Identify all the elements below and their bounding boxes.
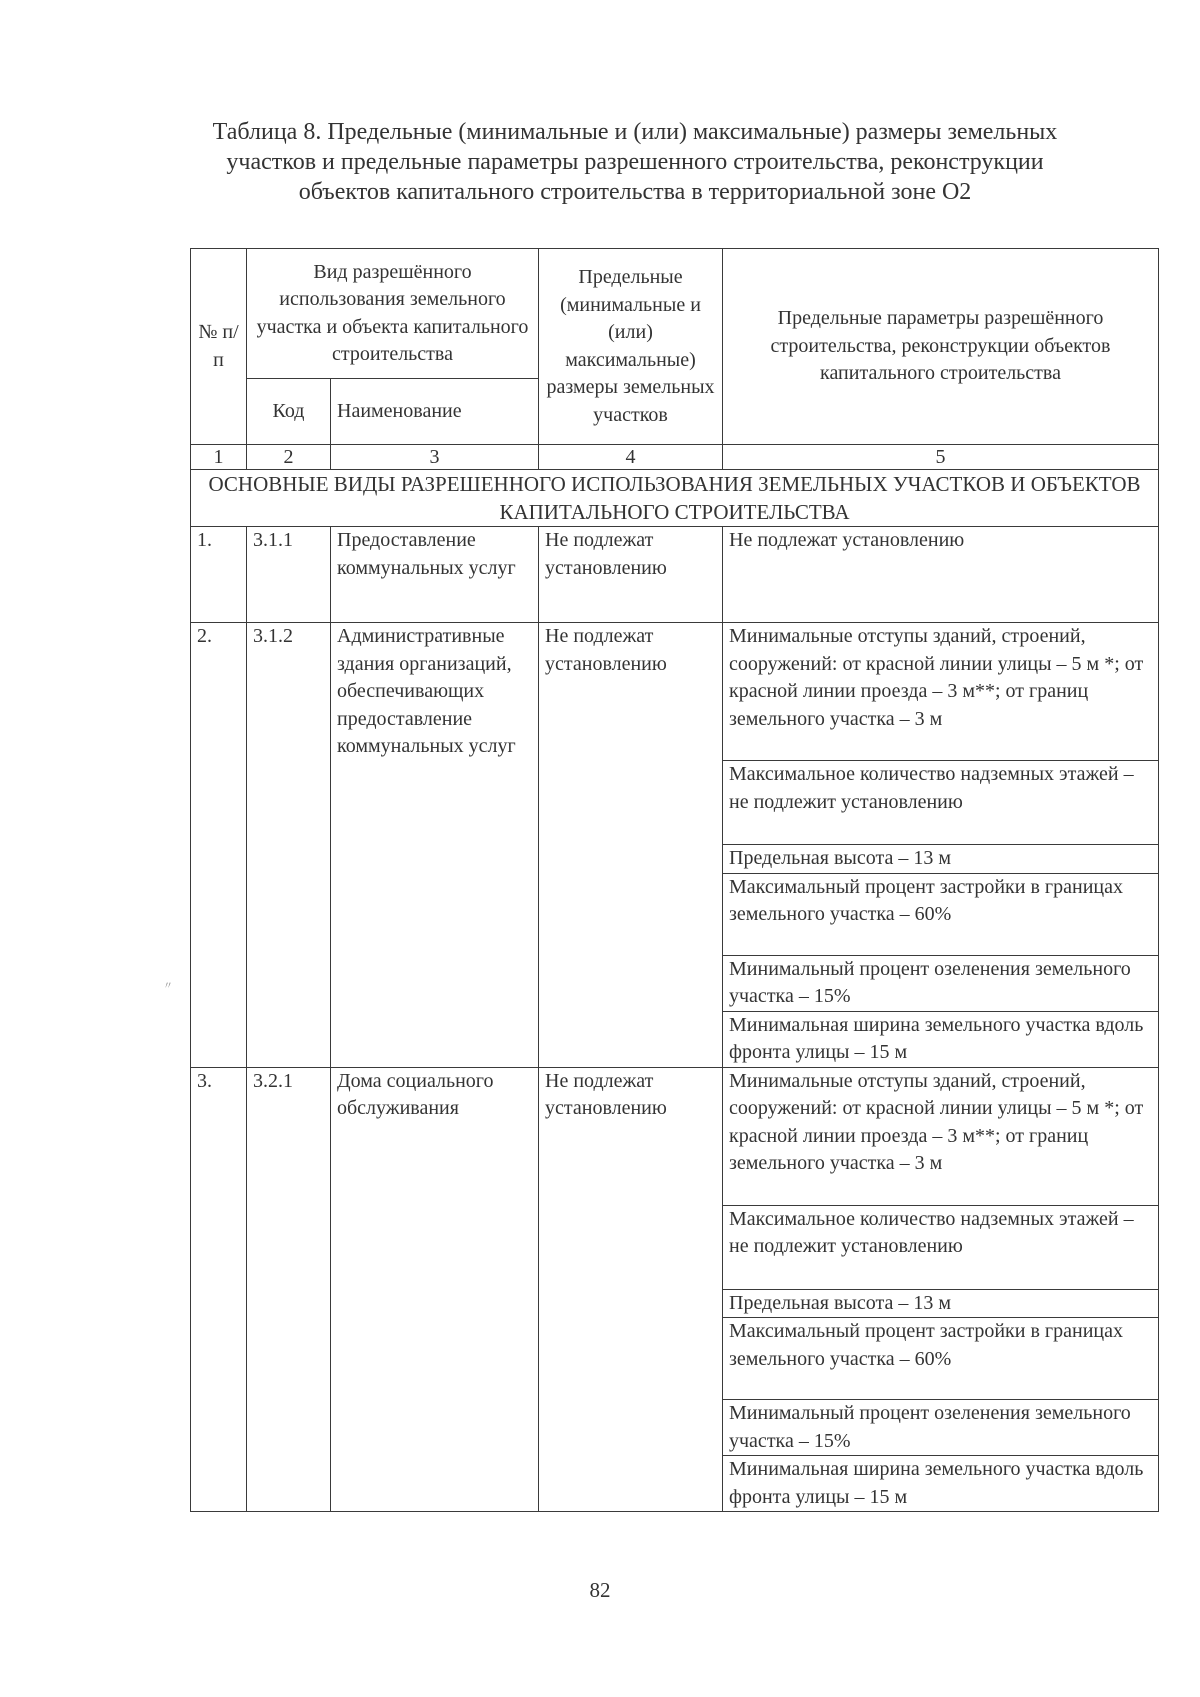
header-name: Наименование [331, 379, 539, 445]
header-params: Предельные параметры разрешённого строительства, реконструкции объектов капитального строительства [723, 249, 1159, 445]
table-row [191, 527, 1159, 623]
row-code: 3.1.2 [247, 623, 331, 1068]
header-row [191, 249, 1159, 379]
row-number: 1. [191, 527, 247, 623]
section-row [191, 470, 1159, 527]
regulations-table [190, 248, 1159, 1512]
row-sizes: Не подлежат установлению [539, 623, 723, 1068]
row-name: Дома социального обслуживания [331, 1067, 539, 1512]
row-param: Минимальный процент озеленения земельного участка – 15% [723, 955, 1159, 1011]
header-num: № п/п [191, 249, 247, 445]
row-param: Не подлежат установлению [723, 527, 1159, 623]
row-sizes: Не подлежат установлению [539, 527, 723, 623]
row-param: Минимальные отступы зданий, строений, сооружений: от красной линии улицы – 5 м *; от красной линии проезда – 3 м**; от границ земельного участка – 3 м [723, 623, 1159, 761]
column-number-row [191, 445, 1159, 470]
section-title: ОСНОВНЫЕ ВИДЫ РАЗРЕШЕННОГО ИСПОЛЬЗОВАНИЯ ЗЕМЕЛЬНЫХ УЧАСТКОВ И ОБЪЕКТОВ КАПИТАЛЬНОГО СТРОИТЕЛЬСТВА [191, 470, 1159, 527]
row-param: Минимальный процент озеленения земельного участка – 15% [723, 1400, 1159, 1456]
row-param: Предельная высота – 13 м [723, 845, 1159, 874]
row-param: Предельная высота – 13 м [723, 1289, 1159, 1318]
column-number: 4 [539, 445, 723, 470]
row-sizes: Не подлежат установлению [539, 1067, 723, 1512]
row-code: 3.2.1 [247, 1067, 331, 1512]
row-param: Максимальный процент застройки в границах земельного участка – 60% [723, 1318, 1159, 1400]
row-param: Максимальное количество надземных этажей – не подлежит установлению [723, 761, 1159, 845]
column-number: 5 [723, 445, 1159, 470]
row-number: 3. [191, 1067, 247, 1512]
row-param: Максимальное количество надземных этажей – не подлежит установлению [723, 1205, 1159, 1289]
row-name: Предоставление коммунальных услуг [331, 527, 539, 623]
row-param: Минимальная ширина земельного участка вдоль фронта улицы – 15 м [723, 1011, 1159, 1067]
page-number: 82 [589, 1578, 611, 1602]
column-number: 2 [247, 445, 331, 470]
table-row [191, 1067, 1159, 1205]
row-param: Минимальная ширина земельного участка вдоль фронта улицы – 15 м [723, 1456, 1159, 1512]
row-param: Максимальный процент застройки в границах земельного участка – 60% [723, 873, 1159, 955]
row-code: 3.1.1 [247, 527, 331, 623]
row-name: Административные здания организаций, обеспечивающих предоставление коммунальных услуг [331, 623, 539, 1068]
table-row [191, 623, 1159, 761]
table-caption: Таблица 8. Предельные (минимальные и (или) максимальные) размеры земельных участков и предельные параметры разрешенного строительства, реконструкции объектов капитального строительства в территориальной зоне О2 [212, 119, 1058, 205]
header-sizes: Предельные (минимальные и (или) максимальные) размеры земельных участков [539, 249, 723, 445]
scan-speck: 〃 [163, 981, 173, 992]
row-param: Минимальные отступы зданий, строений, сооружений: от красной линии улицы – 5 м *; от красной линии проезда – 3 м**; от границ земельного участка – 3 м [723, 1067, 1159, 1205]
column-number: 3 [331, 445, 539, 470]
column-number: 1 [191, 445, 247, 470]
header-code: Код [247, 379, 331, 445]
row-number: 2. [191, 623, 247, 1068]
header-vri: Вид разрешённого использования земельного участка и объекта капитального строительства [247, 249, 539, 379]
